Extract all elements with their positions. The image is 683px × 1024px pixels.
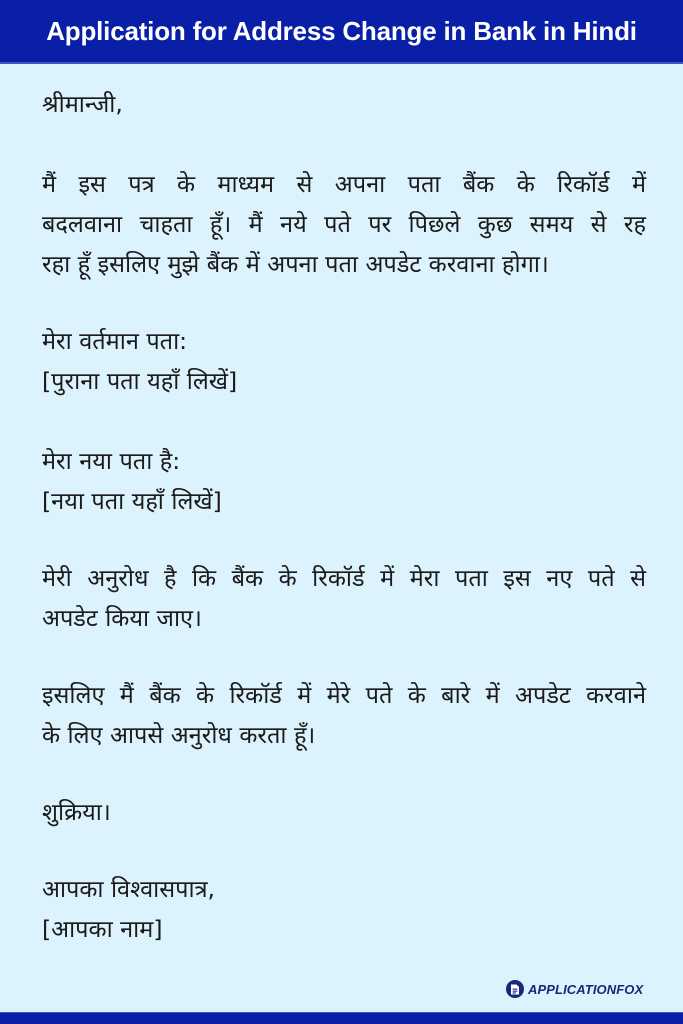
brand-name: APPLICATIONFOX (528, 981, 644, 997)
paragraph-line: रहा हूँ इसलिए मुझे बैंक में अपना पता अपडेट करवाना होगा। (42, 250, 549, 278)
paragraph-request (42, 558, 646, 638)
document-icon (506, 980, 524, 998)
paragraph-line: इसलिए मैं बैंक के रिकॉर्ड में मेरे पते के बारे में अपडेट करवाने (42, 681, 646, 709)
spacer (42, 521, 646, 558)
signature-block (42, 869, 646, 949)
letter-body (42, 84, 646, 949)
paragraph-line: अपडेट किया जाए। (42, 604, 202, 632)
page-title: Application for Address Change in Bank in Hindi (46, 15, 637, 46)
spacer (42, 755, 646, 792)
current-address-block (42, 321, 646, 401)
footer-bar (0, 1012, 683, 1024)
new-address-block (42, 441, 646, 521)
current-address-label: मेरा वर्तमान पता: (42, 327, 188, 355)
spacer (42, 638, 646, 675)
paragraph-intro (42, 164, 646, 284)
spacer (42, 124, 646, 164)
signature-placeholder: [आपका नाम] (42, 915, 163, 943)
paragraph-line: बदलवाना चाहता हूँ। मैं नये पते पर पिछले कुछ समय से रह (42, 210, 646, 238)
paragraph-line: मेरी अनुरोध है कि बैंक के रिकॉर्ड में मेरा पता इस नए पते से (42, 564, 646, 592)
new-address-label: मेरा नया पता है: (42, 447, 181, 475)
brand-logo (506, 980, 643, 998)
header-banner (0, 0, 683, 64)
spacer (42, 401, 646, 441)
thanks-line: शुक्रिया। (42, 798, 111, 826)
paragraph-line: के लिए आपसे अनुरोध करता हूँ। (42, 721, 316, 749)
new-address-placeholder: [नया पता यहाँ लिखें] (42, 487, 222, 515)
paragraph-conclusion (42, 675, 646, 755)
spacer (42, 832, 646, 869)
salutation: श्रीमान्जी, (42, 90, 123, 118)
closing-line: आपका विश्वासपात्र, (42, 875, 216, 903)
paragraph-line: मैं इस पत्र के माध्यम से अपना पता बैंक के रिकॉर्ड में (42, 170, 646, 198)
spacer (42, 284, 646, 321)
current-address-placeholder: [पुराना पता यहाँ लिखें] (42, 367, 238, 395)
